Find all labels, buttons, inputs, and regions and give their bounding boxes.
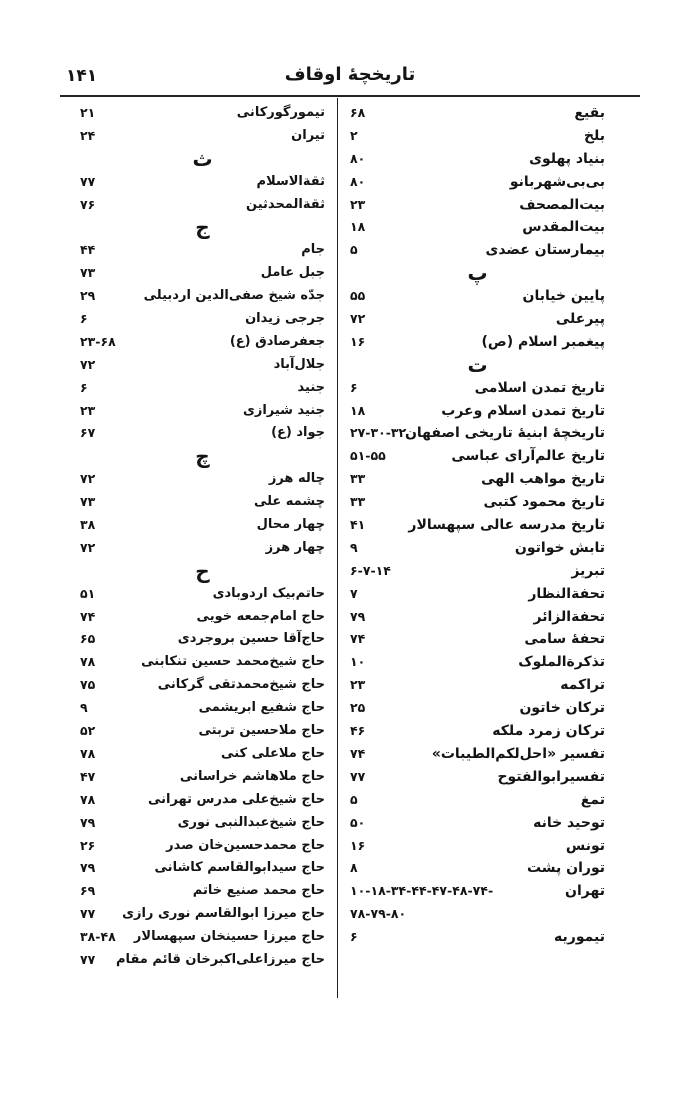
entry-pages: ۲۴	[80, 127, 96, 143]
index-entry	[80, 880, 325, 903]
entry-pages: ۷۳	[80, 265, 96, 281]
index-entry	[80, 262, 325, 285]
entry-name: حاج شفیع ابریشمی	[198, 700, 325, 716]
index-entry	[350, 216, 605, 239]
entry-name: حاج‌آقا حسین بروجردی	[177, 631, 325, 647]
index-entry	[80, 422, 325, 445]
entry-name: حاج میرزا ابوالقاسم نوری رازی	[122, 906, 325, 922]
running-title: تاریخچهٔ اوقاف	[284, 64, 416, 85]
entry-name: تحفةالنظار	[528, 585, 605, 602]
entry-pages: ۸	[350, 860, 358, 876]
entry-pages: ۷۹	[80, 814, 96, 830]
index-entry	[350, 102, 605, 125]
entry-pages: ۷۴	[350, 745, 366, 761]
entry-name: تاریخ محمود کتبی	[483, 494, 605, 511]
index-entry	[80, 308, 325, 331]
index-entry	[350, 766, 605, 789]
entry-name: ثقةالمحدثین	[246, 196, 325, 212]
entry-name: تاریخچهٔ ابنیهٔ تاریخی اصفهان	[404, 425, 605, 442]
entry-name: تاریخ تمدن اسلامی	[474, 379, 605, 396]
entry-pages: ۲۳	[80, 402, 96, 418]
entry-pages: ۲۳-۶۸	[80, 333, 116, 349]
entry-pages: ۱۸	[350, 402, 366, 418]
index-entry	[350, 308, 605, 331]
entry-pages: ۳۸	[80, 517, 96, 533]
index-entry	[80, 628, 325, 651]
entry-pages: ۷۳	[80, 494, 96, 510]
entry-name: بلخ	[583, 127, 605, 144]
index-entry	[350, 628, 605, 651]
index-entry	[350, 331, 605, 354]
index-entry	[350, 422, 605, 445]
entry-pages: ۱۶	[350, 837, 366, 853]
entry-pages: ۶۷	[80, 425, 96, 441]
right-index-column	[350, 102, 605, 949]
entry-name: حاج شیخ‌محمدتقی گرکانی	[157, 677, 325, 693]
index-entry	[350, 903, 605, 926]
index-entry	[80, 285, 325, 308]
index-entry	[80, 766, 325, 789]
entry-name: حاج ملاهاشم خراسانی	[179, 768, 325, 784]
entry-pages: ۶۵	[80, 631, 96, 647]
entry-name: پایین خیابان	[522, 288, 605, 305]
entry-name: جام	[301, 242, 325, 258]
entry-pages: ۷۸	[80, 745, 96, 761]
entry-name: حاج امام‌جمعه خویی	[196, 608, 325, 624]
section-letter: ج	[195, 215, 210, 240]
entry-pages: ۴۱	[350, 517, 366, 533]
index-entry	[350, 606, 605, 629]
entry-pages: ۶	[350, 379, 358, 395]
entry-pages: ۶-۷-۱۴	[350, 562, 391, 578]
index-entry	[80, 903, 325, 926]
section-letter: ح	[195, 558, 210, 583]
entry-name: توران پشت	[526, 860, 605, 877]
index-entry	[80, 949, 325, 972]
entry-pages: ۸۰	[350, 150, 366, 166]
entry-name: توحید خانه	[533, 814, 605, 831]
entry-name: بی‌بی‌شهربانو	[509, 173, 605, 190]
index-entry	[350, 651, 605, 674]
entry-pages: ۴۴	[80, 242, 96, 258]
entry-pages: ۷۸	[80, 654, 96, 670]
entry-name: تهران	[565, 883, 605, 900]
entry-pages: ۷۲	[80, 471, 96, 487]
index-entry	[350, 812, 605, 835]
entry-name: حاج سیدابوالقاسم کاشانی	[154, 860, 325, 876]
entry-pages: ۷۶	[80, 196, 96, 212]
index-entry	[80, 331, 325, 354]
entry-name: چهار محال	[256, 517, 325, 533]
entry-name: حاج محمد صنیع خاتم	[192, 883, 325, 899]
index-entry	[350, 125, 605, 148]
entry-name: تاریخ تمدن اسلام وعرب	[441, 402, 605, 419]
index-entry	[80, 606, 325, 629]
entry-pages: ۴۶	[350, 723, 366, 739]
page-header	[60, 60, 640, 96]
entry-pages: ۷۷	[80, 173, 96, 189]
entry-name: تابش خواتون	[514, 539, 605, 556]
entry-name: تونس	[565, 837, 605, 854]
entry-pages: ۷۲	[350, 311, 366, 327]
index-entry	[350, 468, 605, 491]
section-letter: ث	[192, 146, 213, 171]
index-entry	[80, 537, 325, 560]
entry-name: تفسیرابوالفتوح	[497, 768, 605, 785]
index-entry	[350, 720, 605, 743]
index-entry	[80, 720, 325, 743]
entry-name: تاریخ عالم‌آرای عباسی	[451, 448, 605, 465]
index-entry	[80, 926, 325, 949]
index-entry	[80, 125, 325, 148]
entry-pages: ۷۹	[350, 608, 366, 624]
index-entry	[350, 514, 605, 537]
entry-pages: ۷۴	[350, 631, 366, 647]
entry-name: تیموریه	[554, 929, 605, 946]
index-entry	[350, 171, 605, 194]
entry-pages: ۳۸-۴۸	[80, 929, 116, 945]
index-entry	[80, 194, 325, 217]
entry-name: حاج شیخ‌عبدالنبی نوری	[177, 814, 325, 830]
index-entry	[80, 468, 325, 491]
entry-pages: ۷۷	[350, 768, 366, 784]
entry-pages: ۲۳	[350, 677, 366, 693]
entry-name: جنید شیرازی	[242, 402, 325, 418]
index-entry	[80, 697, 325, 720]
index-entry	[80, 354, 325, 377]
index-entry	[350, 400, 605, 423]
entry-pages: ۵	[350, 242, 358, 258]
entry-name: ترکان زمرد ملکه	[492, 723, 605, 740]
entry-name: جلال‌آباد	[273, 356, 325, 372]
entry-pages: ۴۷	[80, 768, 96, 784]
entry-pages: ۱۰-۱۸-۳۴-۴۴-۴۷-۴۸-۷۴-	[350, 883, 494, 899]
index-entry	[350, 377, 605, 400]
entry-pages: ۷۲	[80, 539, 96, 555]
index-entry	[350, 560, 605, 583]
entry-name: تاریخ مواهب الهی	[481, 471, 605, 488]
entry-name: ترکان خاتون	[519, 700, 605, 717]
entry-pages: ۶	[350, 929, 358, 945]
entry-name: چاله هرز	[268, 471, 325, 487]
index-entry	[80, 514, 325, 537]
entry-name: تاریخ مدرسه عالی سپهسالار	[408, 517, 605, 534]
entry-name: بیت‌المقدس	[522, 219, 605, 236]
entry-pages: ۱۰	[350, 654, 366, 670]
index-entry	[80, 583, 325, 606]
index-entry	[80, 491, 325, 514]
entry-name: تیران	[291, 127, 325, 143]
index-entry	[80, 377, 325, 400]
index-entry	[350, 857, 605, 880]
entry-name: جنید	[297, 379, 325, 395]
entry-pages: ۷۵	[80, 677, 96, 693]
entry-pages: ۵۵	[350, 288, 366, 304]
entry-pages: ۶	[80, 311, 88, 327]
index-entry	[350, 789, 605, 812]
index-entry	[80, 400, 325, 423]
section-letter: چ	[195, 444, 210, 469]
entry-pages: ۵۱	[80, 585, 96, 601]
entry-name: حاتم‌بیک اردوبادی	[212, 585, 325, 601]
entry-pages: ۷۷	[80, 951, 96, 967]
entry-name: جعفرصادق (ع)	[229, 333, 325, 349]
entry-name: تیمورگورکانی	[236, 105, 325, 120]
section-letter: ت	[467, 352, 488, 377]
index-entry	[350, 697, 605, 720]
entry-pages: ۷	[350, 585, 358, 601]
entry-pages: ۵۰	[350, 814, 366, 830]
entry-name: تحفهٔ سامی	[524, 631, 605, 648]
index-entry	[80, 857, 325, 880]
entry-pages: ۷۹	[80, 860, 96, 876]
entry-name: جدّه شیخ صفی‌الدین اردبیلی	[143, 288, 325, 304]
entry-pages: ۱۸	[350, 219, 366, 235]
entry-pages: ۱۶	[350, 333, 366, 349]
entry-pages: ۷۷	[80, 906, 96, 922]
index-entry	[350, 880, 605, 903]
entry-name: تبریز	[571, 562, 605, 579]
column-divider	[337, 98, 338, 998]
entry-name: حاج میرزاعلی‌اکبرخان قائم مقام	[116, 951, 325, 967]
index-entry	[350, 194, 605, 217]
entry-pages: ۵۲	[80, 723, 96, 739]
entry-name: جرجی زیدان	[245, 311, 325, 327]
entry-name: بقیع	[574, 105, 605, 121]
entry-pages: ۶۸	[350, 105, 366, 120]
entry-name: تفسیر «احل‌لکم‌الطیبات»	[431, 745, 605, 762]
entry-name: حاج محمدحسین‌خان صدر	[166, 837, 325, 853]
entry-name: حاج ملاحسین تربتی	[198, 723, 325, 739]
index-entry	[350, 285, 605, 308]
index-entry	[80, 171, 325, 194]
entry-pages: ۲۷-۳۰-۳۲	[350, 425, 407, 441]
entry-name: جبل عامل	[260, 265, 325, 281]
entry-name: ثقةالاسلام	[256, 173, 325, 189]
index-entry	[350, 743, 605, 766]
index-entry	[350, 583, 605, 606]
entry-name: تمغ	[580, 791, 605, 808]
index-entry	[80, 651, 325, 674]
entry-pages: ۷۸	[80, 791, 96, 807]
entry-pages: ۷۴	[80, 608, 96, 624]
index-entry	[80, 239, 325, 262]
entry-pages: ۷۲	[80, 356, 96, 372]
index-entry	[80, 835, 325, 858]
index-entry	[350, 148, 605, 171]
entry-pages: ۹	[350, 539, 358, 555]
index-entry	[350, 491, 605, 514]
entry-name: بنیاد پهلوی	[529, 150, 605, 167]
entry-pages: ۹	[80, 700, 88, 716]
entry-name: تراکمه	[560, 677, 605, 694]
entry-name: حاج شیخ‌محمد حسین تنکابنی	[141, 654, 325, 670]
entry-name: پیغمبر اسلام (ص)	[481, 333, 605, 350]
index-entry	[350, 926, 605, 949]
left-index-column	[80, 102, 325, 972]
entry-pages: ۷۸-۷۹-۸۰	[350, 906, 407, 922]
entry-pages: ۲	[350, 127, 358, 143]
entry-name: حاج ملاعلی کنی	[221, 745, 325, 761]
entry-name: تذکرة‌الملوک	[518, 654, 605, 671]
entry-name: چهار هرز	[265, 539, 325, 555]
entry-pages: ۶۹	[80, 883, 96, 899]
index-entry	[80, 102, 325, 125]
entry-pages: ۵۱-۵۵	[350, 448, 386, 464]
entry-name: تحفةالزائر	[533, 608, 605, 625]
index-entry	[350, 445, 605, 468]
header-rule	[60, 95, 640, 97]
entry-pages: ۵	[350, 791, 358, 807]
entry-pages: ۶	[80, 379, 88, 395]
index-entry	[80, 743, 325, 766]
entry-pages: ۸۰	[350, 173, 366, 189]
entry-pages: ۲۵	[350, 700, 366, 716]
entry-pages: ۲۳	[350, 196, 366, 212]
entry-pages: ۳۳	[350, 471, 366, 487]
entry-pages: ۳۳	[350, 494, 366, 510]
index-entry	[80, 789, 325, 812]
entry-name: چشمه علی	[253, 494, 325, 510]
index-entry	[80, 674, 325, 697]
index-entry	[350, 835, 605, 858]
entry-name: بیمارستان عضدی	[485, 242, 605, 259]
entry-pages: ۲۱	[80, 105, 96, 120]
entry-name: حاج شیخ‌علی مدرس تهرانی	[147, 791, 325, 807]
index-entry	[350, 537, 605, 560]
entry-name: پیرعلی	[555, 311, 605, 328]
index-entry	[80, 812, 325, 835]
entry-pages: ۲۶	[80, 837, 96, 853]
index-entry	[350, 674, 605, 697]
entry-pages: ۲۹	[80, 288, 96, 304]
page-number: ۱۴۱	[66, 66, 98, 86]
index-entry	[350, 239, 605, 262]
entry-name: جواد (ع)	[271, 425, 325, 441]
section-letter: پ	[467, 261, 488, 286]
entry-name: بیت‌المصحف	[519, 196, 605, 213]
entry-name: حاج میرزا حسینخان سپهسالار	[133, 929, 325, 945]
